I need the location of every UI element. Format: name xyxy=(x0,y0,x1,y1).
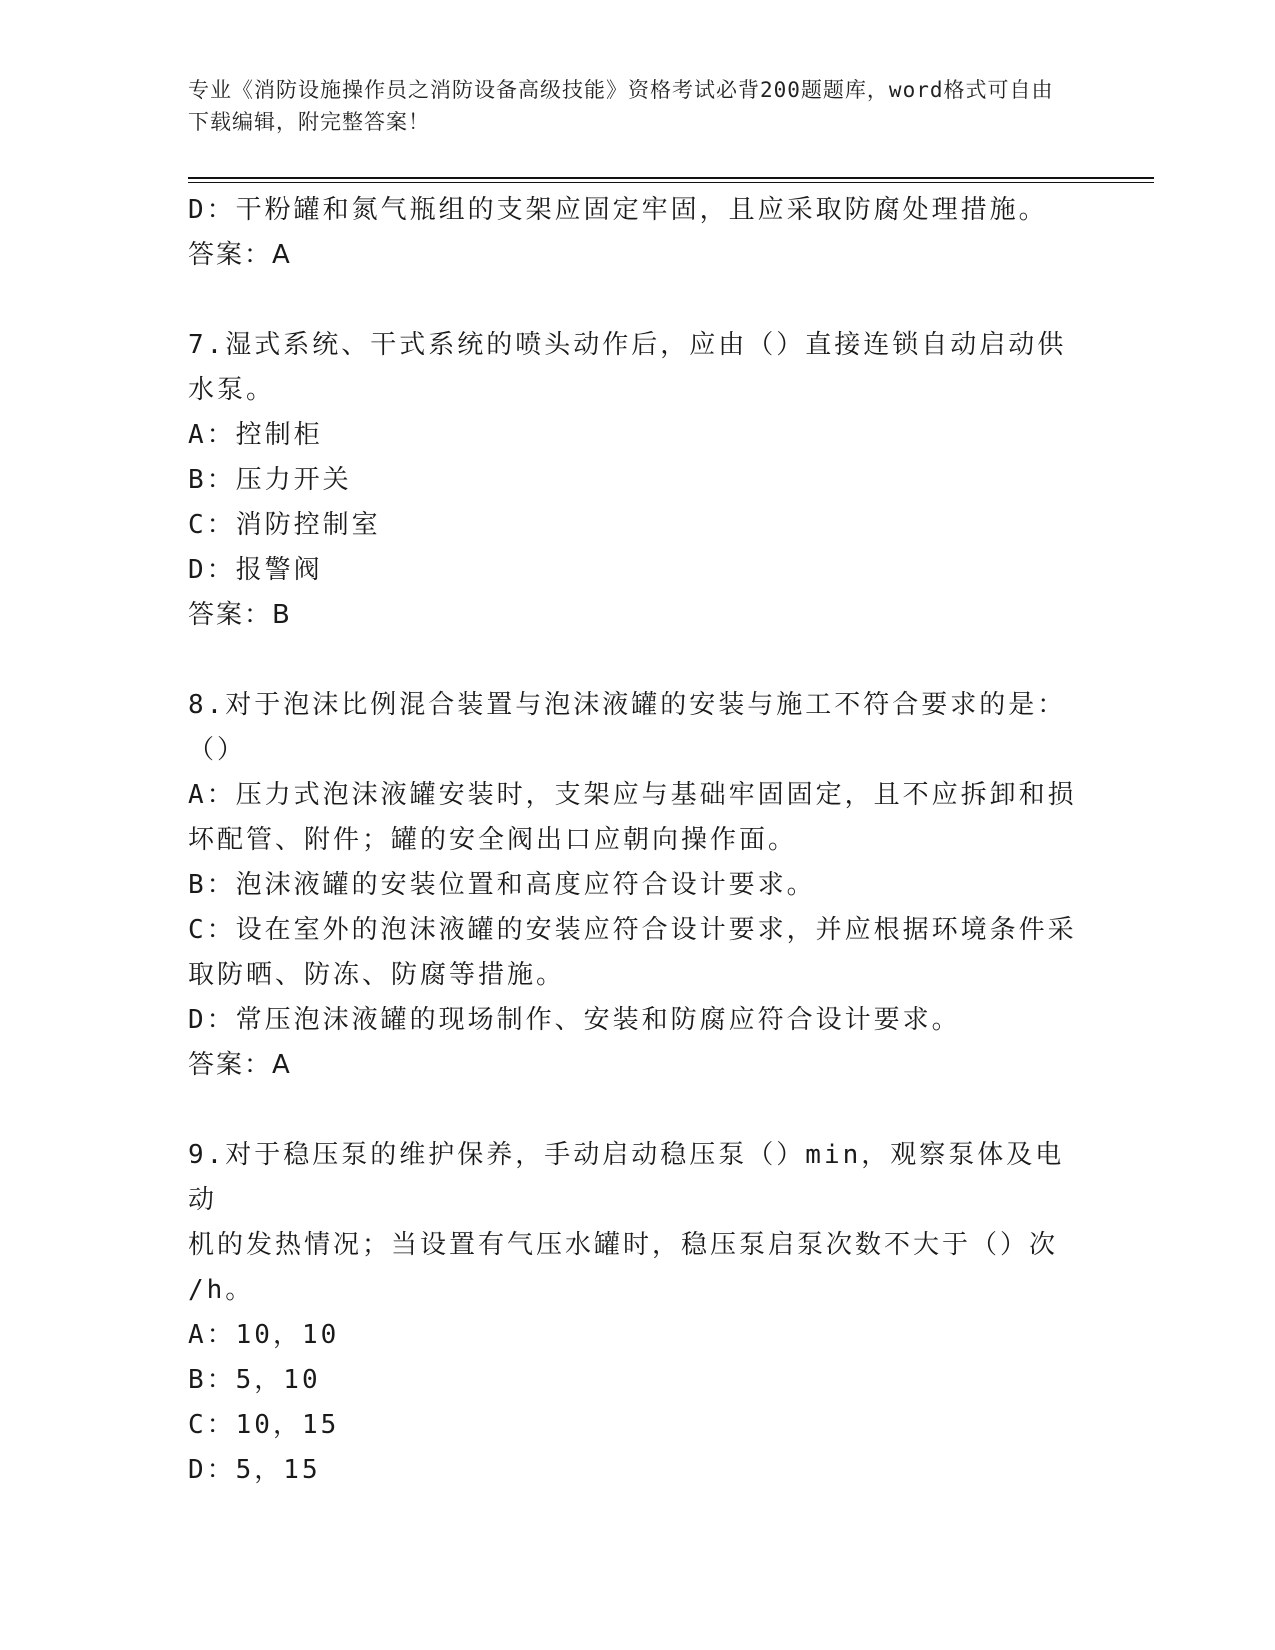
question-stem-cont: 水泵。 xyxy=(188,375,276,405)
option-d: D：干粉罐和氮气瓶组的支架应固定牢固，且应采取防腐处理措施。 xyxy=(188,195,1048,225)
answer: 答案：A xyxy=(188,240,292,270)
question-8 xyxy=(188,683,1088,1088)
option-b: B：泡沫液罐的安装位置和高度应符合设计要求。 xyxy=(188,870,816,900)
option-c-cont: 取防晒、防冻、防腐等措施。 xyxy=(188,960,566,990)
option-a-cont: 坏配管、附件；罐的安全阀出口应朝向操作面。 xyxy=(188,825,798,855)
question-stem-cont: /h。 xyxy=(188,1275,255,1305)
answer: 答案：B xyxy=(188,600,292,630)
option-c: C：10，15 xyxy=(188,1410,340,1440)
option-d: D：报警阀 xyxy=(188,555,323,585)
option-c: C：消防控制室 xyxy=(188,510,381,540)
question-stem: 8.对于泡沫比例混合装置与泡沫液罐的安装与施工不符合要求的是： xyxy=(188,690,1067,720)
option-d: D：常压泡沫液罐的现场制作、安装和防腐应符合设计要求。 xyxy=(188,1005,961,1035)
document-header: 专业《消防设施操作员之消防设备高级技能》资格考试必背200题题库，word格式可自由下载编辑，附完整答案！ xyxy=(188,78,1054,134)
question-stem: 7.湿式系统、干式系统的喷头动作后，应由（）直接连锁自动启动供 xyxy=(188,330,1067,360)
header-rule-thin xyxy=(188,182,1154,183)
spacer xyxy=(188,278,1088,323)
question-9 xyxy=(188,1133,1088,1493)
question-7 xyxy=(188,323,1088,638)
option-a: A：10，10 xyxy=(188,1320,340,1350)
question-stem-cont: 机的发热情况；当设置有气压水罐时，稳压泵启泵次数不大于（）次 xyxy=(188,1230,1059,1260)
option-a: A：压力式泡沫液罐安装时，支架应与基础牢固固定，且不应拆卸和损 xyxy=(188,780,1077,810)
option-b: B：压力开关 xyxy=(188,465,352,495)
spacer xyxy=(188,638,1088,683)
question-stem: 9.对于稳压泵的维护保养，手动启动稳压泵（）min，观察泵体及电动 xyxy=(188,1140,1065,1215)
option-d: D：5，15 xyxy=(188,1455,321,1485)
question-stem-cont: （） xyxy=(188,735,247,765)
header-rule-thick xyxy=(188,177,1154,179)
document-body xyxy=(188,188,1088,1493)
answer: 答案：A xyxy=(188,1050,292,1080)
prev-question-fragment xyxy=(188,188,1088,278)
option-c: C：设在室外的泡沫液罐的安装应符合设计要求，并应根据环境条件采 xyxy=(188,915,1077,945)
option-a: A：控制柜 xyxy=(188,420,323,450)
spacer xyxy=(188,1088,1088,1133)
option-b: B：5，10 xyxy=(188,1365,321,1395)
